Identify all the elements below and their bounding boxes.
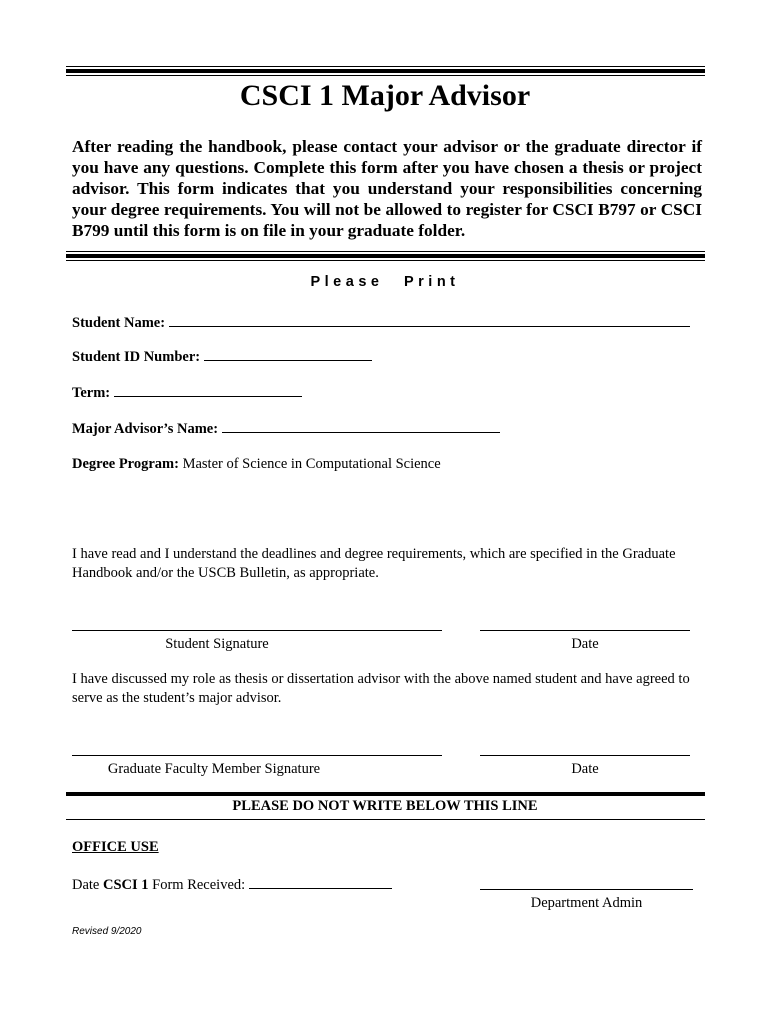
student-name-input-line[interactable]	[169, 313, 690, 327]
form-received-field	[72, 875, 392, 894]
revised-date: Revised 9/2020	[72, 926, 142, 937]
faculty-date-label: Date	[571, 761, 599, 777]
form-title: CSCI 1 Major Advisor	[239, 79, 531, 112]
middle-rule-thick	[66, 254, 705, 258]
top-rule	[66, 66, 705, 67]
office-rule	[66, 792, 705, 796]
student-name-field	[72, 313, 690, 332]
advisor-name-field	[72, 419, 500, 438]
form-received-input-line[interactable]	[249, 875, 392, 889]
form-received-label: Form Received:	[148, 877, 246, 893]
date-prefix: Date	[72, 877, 103, 893]
student-date-line[interactable]	[480, 630, 690, 631]
student-id-label: Student ID Number:	[72, 349, 201, 365]
student-signature-label: Student Signature	[165, 636, 269, 652]
course-code: CSCI 1	[103, 877, 149, 893]
student-name-label: Student Name:	[72, 315, 166, 331]
faculty-signature-line[interactable]	[72, 755, 442, 756]
student-id-input-line[interactable]	[204, 347, 372, 361]
term-label: Term:	[72, 385, 111, 401]
department-admin-line[interactable]	[480, 889, 693, 890]
faculty-signature-label: Graduate Faculty Member Signature	[107, 761, 321, 777]
student-date-label: Date	[571, 636, 599, 652]
student-signature-line[interactable]	[72, 630, 442, 631]
do-not-write-banner: PLEASE DO NOT WRITE BELOW THIS LINE	[232, 798, 538, 814]
term-input-line[interactable]	[114, 383, 302, 397]
intro-paragraph: After reading the handbook, please contact your advisor or the graduate director if you have any questions. Complete this form after you have chosen a thesis or project advisor. This form indicates that you understand your responsibilities concerning your degree requirements. You will not be allowed to register for CSCI B797 or CSCI B799 until this form is on file in your graduate folder.	[72, 137, 702, 240]
faculty-date-line[interactable]	[480, 755, 690, 756]
top-rule-lower	[66, 75, 705, 76]
degree-program-value: Master of Science in Computational Science	[182, 456, 441, 472]
please-print-label: Please Print	[310, 274, 460, 290]
degree-program-label: Degree Program:	[72, 456, 179, 472]
middle-rule	[66, 251, 705, 252]
department-admin-label: Department Admin	[530, 895, 643, 911]
advisor-name-label: Major Advisor’s Name:	[72, 421, 219, 437]
office-rule-lower	[66, 819, 705, 820]
student-id-field	[72, 347, 372, 366]
middle-rule-lower	[66, 260, 705, 261]
degree-program-field	[72, 455, 441, 473]
term-field	[72, 383, 302, 402]
office-use-heading: OFFICE USE	[72, 839, 159, 855]
advisor-statement: I have discussed my role as thesis or dissertation advisor with the above named student and have agreed to serve as the student’s major advisor.	[72, 671, 690, 706]
student-statement: I have read and I understand the deadlines and degree requirements, which are specified in the Graduate Handbook and/or the USCB Bulletin, as appropriate.	[72, 546, 676, 581]
advisor-name-input-line[interactable]	[222, 419, 500, 433]
top-rule-thick	[66, 69, 705, 73]
